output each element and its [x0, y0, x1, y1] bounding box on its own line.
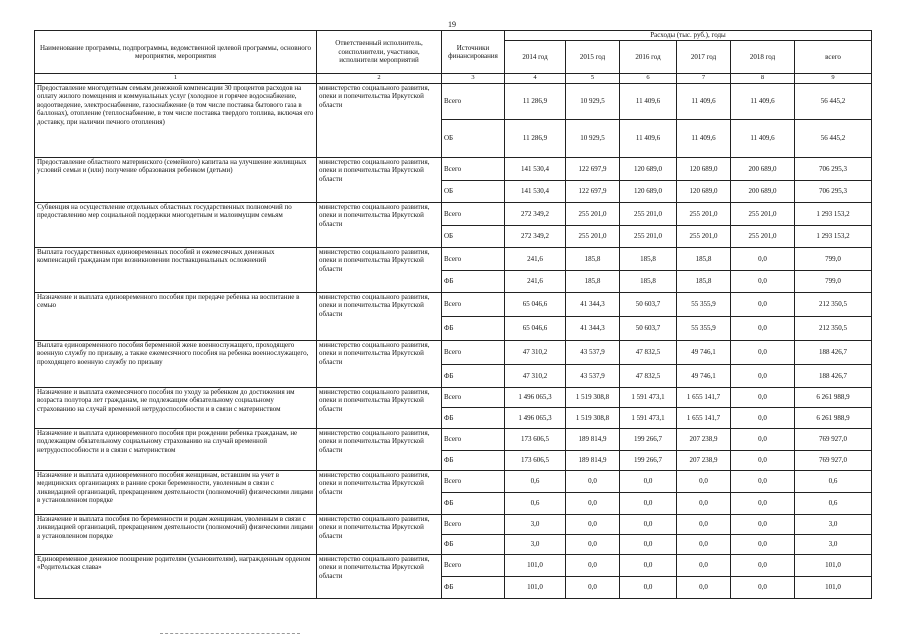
header-source: Источники финансирования [442, 31, 505, 74]
amount-cell: 0,0 [731, 388, 795, 408]
funding-source: ФБ [442, 451, 505, 471]
funding-source: Всего [442, 515, 505, 535]
amount-cell: 55 355,9 [677, 317, 731, 341]
amount-cell: 0,0 [620, 577, 677, 599]
page-edge-mark [160, 633, 300, 635]
header-year: 2018 год [731, 41, 795, 74]
amount-cell: 185,8 [677, 248, 731, 271]
amount-cell: 65 046,6 [505, 317, 566, 341]
table-row [35, 388, 872, 408]
executor-cell: министерство социального развития, опеки и попечительства Иркутской области [317, 341, 442, 388]
amount-cell: 199 266,7 [620, 429, 677, 451]
amount-cell: 10 929,5 [566, 120, 620, 158]
total-cell: 56 445,2 [795, 84, 872, 120]
amount-cell: 0,0 [566, 577, 620, 599]
measure-name: Назначение и выплата ежемесячного пособия по уходу за ребенком до достижения им возраста полутора лет гражданам, не подлежащим обязательному социальному страхованию на случай временной нетрудоспособности и в связи с материнством [35, 388, 317, 429]
amount-cell: 0,0 [677, 493, 731, 515]
measure-name: Выплата государственных единовременных пособий и ежемесячных денежных компенсаций гражданам при возникновении поствакцинальных осложнений [35, 248, 317, 293]
amount-cell: 189 814,9 [566, 429, 620, 451]
column-index: 8 [731, 74, 795, 84]
amount-cell: 255 201,0 [677, 203, 731, 226]
column-index: 1 [35, 74, 317, 84]
executor-cell: министерство социального развития, опеки и попечительства Иркутской области [317, 471, 442, 515]
funding-source: Всего [442, 341, 505, 365]
measure-name: Предоставление многодетным семьям денежной компенсации 30 процентов расходов на оплату жилого помещения и коммунальных услуг (холодное и горячее водоснабжение, водоотведение, электроснабжение, газоснабжение (в том числе поставка бытового газа в баллонах), отопление (теплоснабжение, в том числе поставка твердого топлива, включая его доставку, при наличии печного отопления) [35, 84, 317, 158]
amount-cell: 185,8 [566, 248, 620, 271]
total-cell: 212 350,5 [795, 317, 872, 341]
total-cell: 188 426,7 [795, 341, 872, 365]
executor-cell: министерство социального развития, опеки и попечительства Иркутской области [317, 84, 442, 158]
funding-source: ОБ [442, 226, 505, 248]
amount-cell: 255 201,0 [731, 226, 795, 248]
table-row [35, 293, 872, 317]
funding-source: Всего [442, 388, 505, 408]
total-cell: 1 293 153,2 [795, 226, 872, 248]
executor-cell: министерство социального развития, опеки и попечительства Иркутской области [317, 248, 442, 293]
amount-cell: 50 603,7 [620, 317, 677, 341]
amount-cell: 11 286,9 [505, 120, 566, 158]
amount-cell: 0,0 [677, 471, 731, 493]
column-index: 5 [566, 74, 620, 84]
total-cell: 6 261 988,9 [795, 388, 872, 408]
table-row [35, 84, 872, 120]
amount-cell: 0,0 [677, 535, 731, 555]
amount-cell: 0,0 [566, 515, 620, 535]
amount-cell: 1 496 065,3 [505, 408, 566, 429]
total-cell: 799,0 [795, 271, 872, 293]
amount-cell: 0,0 [731, 341, 795, 365]
amount-cell: 3,0 [505, 515, 566, 535]
amount-cell: 55 355,9 [677, 293, 731, 317]
measure-name: Выплата единовременного пособия беременной жене военнослужащего, проходящего военную службу по призыву, а также ежемесячного пособия на ребенка военнослужащего, проходящего военную службу по призыву [35, 341, 317, 388]
header-program: Наименование программы, подпрограммы, ведомственной целевой программы, основного мероприятия, мероприятия [35, 31, 317, 74]
amount-cell: 122 697,9 [566, 181, 620, 203]
amount-cell: 185,8 [566, 271, 620, 293]
table-row [35, 515, 872, 535]
column-index: 7 [677, 74, 731, 84]
table-row [35, 158, 872, 181]
measure-name: Единовременное денежное поощрение родителям (усыновителям), награжденным орденом «Родительская слава» [35, 555, 317, 599]
amount-cell: 49 746,1 [677, 341, 731, 365]
funding-source: ФБ [442, 317, 505, 341]
amount-cell: 11 409,6 [731, 120, 795, 158]
amount-cell: 0,0 [731, 577, 795, 599]
amount-cell: 101,0 [505, 555, 566, 577]
header-year: 2014 год [505, 41, 566, 74]
amount-cell: 0,0 [731, 248, 795, 271]
table-body [35, 84, 872, 599]
measure-name: Назначение и выплата пособия по беременности и родам женщинам, уволенным в связи с ликвидацией организаций, прекращением деятельности (полномочий) физическими лицами в установленном порядке [35, 515, 317, 555]
amount-cell: 0,6 [505, 493, 566, 515]
funding-source: ОБ [442, 181, 505, 203]
amount-cell: 11 409,6 [620, 84, 677, 120]
amount-cell: 0,0 [620, 515, 677, 535]
amount-cell: 11 409,6 [731, 84, 795, 120]
funding-source: ФБ [442, 408, 505, 429]
amount-cell: 241,6 [505, 248, 566, 271]
amount-cell: 1 591 473,1 [620, 408, 677, 429]
header-expenses: Расходы (тыс. руб.), годы [505, 31, 872, 41]
amount-cell: 0,0 [566, 535, 620, 555]
column-index: 2 [317, 74, 442, 84]
measure-name: Назначение и выплата единовременного пособия женщинам, вставшим на учет в медицинских организациях в ранние сроки беременности, уволенным в связи с ликвидацией организаций, прекращением деятельности (полномочий) физическими лицами в установленном порядке [35, 471, 317, 515]
amount-cell: 0,0 [731, 271, 795, 293]
amount-cell: 0,0 [731, 515, 795, 535]
amount-cell: 141 530,4 [505, 158, 566, 181]
total-cell: 212 350,5 [795, 293, 872, 317]
amount-cell: 41 344,3 [566, 293, 620, 317]
amount-cell: 47 310,2 [505, 365, 566, 388]
executor-cell: министерство социального развития, опеки и попечительства Иркутской области [317, 388, 442, 429]
amount-cell: 11 409,6 [677, 120, 731, 158]
column-index: 9 [795, 74, 872, 84]
amount-cell: 272 349,2 [505, 226, 566, 248]
amount-cell: 185,8 [677, 271, 731, 293]
funding-source: Всего [442, 84, 505, 120]
header-year: 2015 год [566, 41, 620, 74]
header-total: всего [795, 41, 872, 74]
amount-cell: 11 409,6 [620, 120, 677, 158]
amount-cell: 1 519 308,8 [566, 408, 620, 429]
measure-name: Предоставление областного материнского (семейного) капитала на улучшение жилищных условий семьи и (или) получение образования ребенком (детьми) [35, 158, 317, 203]
amount-cell: 1 496 065,3 [505, 388, 566, 408]
funding-source: Всего [442, 555, 505, 577]
funding-source: ФБ [442, 271, 505, 293]
amount-cell: 1 655 141,7 [677, 408, 731, 429]
amount-cell: 0,0 [620, 535, 677, 555]
measure-name: Субвенция на осуществление отдельных областных государственных полномочий по предоставлению мер социальной поддержки многодетным и малоимущим семьям [35, 203, 317, 248]
page-number: 19 [448, 20, 456, 29]
funding-source: Всего [442, 471, 505, 493]
amount-cell: 189 814,9 [566, 451, 620, 471]
amount-cell: 173 606,5 [505, 451, 566, 471]
amount-cell: 199 266,7 [620, 451, 677, 471]
amount-cell: 0,0 [566, 555, 620, 577]
amount-cell: 1 591 473,1 [620, 388, 677, 408]
amount-cell: 0,0 [731, 317, 795, 341]
table-row [35, 471, 872, 493]
measure-name: Назначение и выплата единовременного пособия при рождении ребенка гражданам, не подлежащим обязательному социальному страхованию на случай временной нетрудоспособности и в связи с материнством [35, 429, 317, 471]
total-cell: 1 293 153,2 [795, 203, 872, 226]
amount-cell: 0,0 [731, 429, 795, 451]
total-cell: 0,6 [795, 493, 872, 515]
column-index: 3 [442, 74, 505, 84]
total-cell: 3,0 [795, 515, 872, 535]
funding-source: Всего [442, 293, 505, 317]
amount-cell: 43 537,9 [566, 365, 620, 388]
funding-source: ФБ [442, 535, 505, 555]
total-cell: 769 927,0 [795, 451, 872, 471]
funding-source: Всего [442, 203, 505, 226]
amount-cell: 255 201,0 [566, 203, 620, 226]
amount-cell: 3,0 [505, 535, 566, 555]
amount-cell: 0,0 [731, 555, 795, 577]
funding-source: Всего [442, 158, 505, 181]
amount-cell: 207 238,9 [677, 429, 731, 451]
total-cell: 101,0 [795, 555, 872, 577]
amount-cell: 0,0 [566, 493, 620, 515]
amount-cell: 255 201,0 [677, 226, 731, 248]
executor-cell: министерство социального развития, опеки и попечительства Иркутской области [317, 429, 442, 471]
amount-cell: 47 310,2 [505, 341, 566, 365]
amount-cell: 200 689,0 [731, 158, 795, 181]
column-index: 6 [620, 74, 677, 84]
amount-cell: 49 746,1 [677, 365, 731, 388]
amount-cell: 0,0 [731, 535, 795, 555]
amount-cell: 43 537,9 [566, 341, 620, 365]
funding-source: ФБ [442, 493, 505, 515]
table-row [35, 555, 872, 577]
amount-cell: 0,0 [677, 577, 731, 599]
amount-cell: 0,0 [620, 493, 677, 515]
total-cell: 188 426,7 [795, 365, 872, 388]
amount-cell: 47 832,5 [620, 365, 677, 388]
amount-cell: 122 697,9 [566, 158, 620, 181]
total-cell: 6 261 988,9 [795, 408, 872, 429]
header-year: 2017 год [677, 41, 731, 74]
amount-cell: 200 689,0 [731, 181, 795, 203]
funding-source: ОБ [442, 120, 505, 158]
measure-name: Назначение и выплата единовременного пособия при передаче ребенка на воспитание в семью [35, 293, 317, 341]
funding-source: ФБ [442, 365, 505, 388]
executor-cell: министерство социального развития, опеки и попечительства Иркутской области [317, 515, 442, 555]
amount-cell: 47 832,5 [620, 341, 677, 365]
amount-cell: 10 929,5 [566, 84, 620, 120]
amount-cell: 1 519 308,8 [566, 388, 620, 408]
funding-source: Всего [442, 429, 505, 451]
amount-cell: 0,0 [731, 471, 795, 493]
total-cell: 706 295,3 [795, 181, 872, 203]
amount-cell: 65 046,6 [505, 293, 566, 317]
table-row [35, 341, 872, 365]
total-cell: 56 445,2 [795, 120, 872, 158]
executor-cell: министерство социального развития, опеки и попечительства Иркутской области [317, 158, 442, 203]
amount-cell: 0,0 [620, 555, 677, 577]
amount-cell: 11 409,6 [677, 84, 731, 120]
executor-cell: министерство социального развития, опеки и попечительства Иркутской области [317, 203, 442, 248]
amount-cell: 185,8 [620, 248, 677, 271]
amount-cell: 0,6 [505, 471, 566, 493]
amount-cell: 185,8 [620, 271, 677, 293]
total-cell: 706 295,3 [795, 158, 872, 181]
amount-cell: 272 349,2 [505, 203, 566, 226]
amount-cell: 0,0 [677, 555, 731, 577]
total-cell: 769 927,0 [795, 429, 872, 451]
total-cell: 0,6 [795, 471, 872, 493]
amount-cell: 101,0 [505, 577, 566, 599]
amount-cell: 120 689,0 [620, 158, 677, 181]
total-cell: 799,0 [795, 248, 872, 271]
table-row [35, 429, 872, 451]
amount-cell: 41 344,3 [566, 317, 620, 341]
amount-cell: 255 201,0 [566, 226, 620, 248]
header-year: 2016 год [620, 41, 677, 74]
amount-cell: 120 689,0 [620, 181, 677, 203]
amount-cell: 120 689,0 [677, 158, 731, 181]
amount-cell: 1 655 141,7 [677, 388, 731, 408]
table-row [35, 203, 872, 226]
amount-cell: 11 286,9 [505, 84, 566, 120]
amount-cell: 0,0 [677, 515, 731, 535]
amount-cell: 0,0 [566, 471, 620, 493]
amount-cell: 50 603,7 [620, 293, 677, 317]
table-row [35, 248, 872, 271]
total-cell: 3,0 [795, 535, 872, 555]
funding-source: ФБ [442, 577, 505, 599]
column-index: 4 [505, 74, 566, 84]
amount-cell: 0,0 [731, 451, 795, 471]
amount-cell: 241,6 [505, 271, 566, 293]
amount-cell: 255 201,0 [620, 226, 677, 248]
amount-cell: 0,0 [620, 471, 677, 493]
amount-cell: 173 606,5 [505, 429, 566, 451]
executor-cell: министерство социального развития, опеки и попечительства Иркутской области [317, 555, 442, 599]
amount-cell: 141 530,4 [505, 181, 566, 203]
amount-cell: 207 238,9 [677, 451, 731, 471]
amount-cell: 255 201,0 [620, 203, 677, 226]
amount-cell: 120 689,0 [677, 181, 731, 203]
amount-cell: 0,0 [731, 408, 795, 429]
amount-cell: 0,0 [731, 493, 795, 515]
executor-cell: министерство социального развития, опеки и попечительства Иркутской области [317, 293, 442, 341]
amount-cell: 255 201,0 [731, 203, 795, 226]
budget-table [34, 30, 872, 599]
amount-cell: 0,0 [731, 365, 795, 388]
funding-source: Всего [442, 248, 505, 271]
header-executor: Ответственный исполнитель, соисполнители, участники, исполнители мероприятий [317, 31, 442, 74]
amount-cell: 0,0 [731, 293, 795, 317]
total-cell: 101,0 [795, 577, 872, 599]
